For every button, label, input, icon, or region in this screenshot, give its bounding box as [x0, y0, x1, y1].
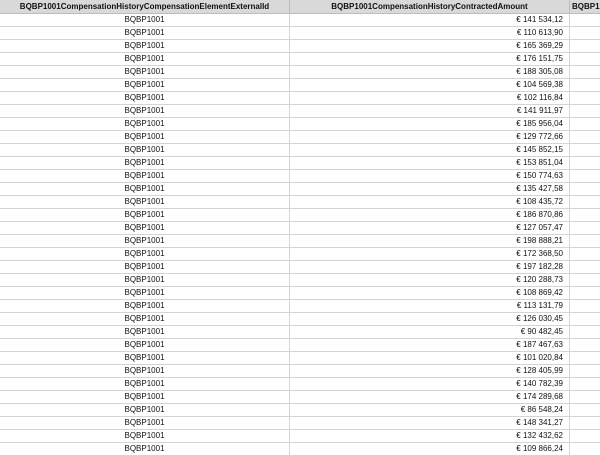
cell-contracted-amount[interactable]: € 150 774,63 — [290, 170, 570, 182]
table-row — [0, 261, 600, 274]
cell-contracted-amount[interactable]: € 148 341,27 — [290, 417, 570, 429]
table-row — [0, 274, 600, 287]
cell-element-external-id[interactable]: BQBP1001 — [0, 274, 290, 286]
cell-truncated-column[interactable] — [570, 339, 600, 351]
cell-truncated-column[interactable] — [570, 144, 600, 156]
cell-element-external-id[interactable]: BQBP1001 — [0, 235, 290, 247]
cell-element-external-id[interactable]: BQBP1001 — [0, 287, 290, 299]
cell-contracted-amount[interactable]: € 188 305,08 — [290, 66, 570, 78]
cell-truncated-column[interactable] — [570, 443, 600, 455]
table-row — [0, 326, 600, 339]
column-header-contracted-amount[interactable]: BQBP1001CompensationHistoryContractedAmount — [290, 0, 570, 13]
cell-element-external-id[interactable]: BQBP1001 — [0, 443, 290, 455]
cell-truncated-column[interactable] — [570, 40, 600, 52]
cell-contracted-amount[interactable]: € 110 613,90 — [290, 27, 570, 39]
cell-truncated-column[interactable] — [570, 313, 600, 325]
cell-element-external-id[interactable]: BQBP1001 — [0, 79, 290, 91]
cell-contracted-amount[interactable]: € 109 866,24 — [290, 443, 570, 455]
cell-contracted-amount[interactable]: € 135 427,58 — [290, 183, 570, 195]
cell-truncated-column[interactable] — [570, 105, 600, 117]
cell-contracted-amount[interactable]: € 86 548,24 — [290, 404, 570, 416]
cell-contracted-amount[interactable]: € 128 405,99 — [290, 365, 570, 377]
cell-contracted-amount[interactable]: € 102 116,84 — [290, 92, 570, 104]
cell-truncated-column[interactable] — [570, 170, 600, 182]
column-header-element-external-id[interactable]: BQBP1001CompensationHistoryCompensationElementExternalId — [0, 0, 290, 13]
cell-contracted-amount[interactable]: € 198 888,21 — [290, 235, 570, 247]
table-row — [0, 404, 600, 417]
cell-element-external-id[interactable]: BQBP1001 — [0, 131, 290, 143]
cell-contracted-amount[interactable]: € 185 956,04 — [290, 118, 570, 130]
cell-element-external-id[interactable]: BQBP1001 — [0, 183, 290, 195]
table-row — [0, 365, 600, 378]
cell-element-external-id[interactable]: BQBP1001 — [0, 430, 290, 442]
cell-truncated-column[interactable] — [570, 27, 600, 39]
table-row — [0, 417, 600, 430]
cell-contracted-amount[interactable]: € 140 782,39 — [290, 378, 570, 390]
cell-truncated-column[interactable] — [570, 66, 600, 78]
table-row — [0, 40, 600, 53]
table-row — [0, 235, 600, 248]
table-row — [0, 105, 600, 118]
cell-truncated-column[interactable] — [570, 79, 600, 91]
cell-element-external-id[interactable]: BQBP1001 — [0, 118, 290, 130]
cell-truncated-column[interactable] — [570, 287, 600, 299]
cell-truncated-column[interactable] — [570, 131, 600, 143]
cell-element-external-id[interactable]: BQBP1001 — [0, 170, 290, 182]
cell-contracted-amount[interactable]: € 132 432,62 — [290, 430, 570, 442]
cell-truncated-column[interactable] — [570, 14, 600, 26]
cell-truncated-column[interactable] — [570, 352, 600, 364]
cell-element-external-id[interactable]: BQBP1001 — [0, 352, 290, 364]
cell-element-external-id[interactable]: BQBP1001 — [0, 261, 290, 273]
cell-contracted-amount[interactable]: € 126 030,45 — [290, 313, 570, 325]
cell-contracted-amount[interactable]: € 197 182,28 — [290, 261, 570, 273]
cell-truncated-column[interactable] — [570, 417, 600, 429]
header-row — [0, 0, 600, 14]
cell-element-external-id[interactable]: BQBP1001 — [0, 313, 290, 325]
cell-element-external-id[interactable]: BQBP1001 — [0, 196, 290, 208]
cell-contracted-amount[interactable]: € 186 870,86 — [290, 209, 570, 221]
cell-truncated-column[interactable] — [570, 118, 600, 130]
cell-contracted-amount[interactable]: € 174 289,68 — [290, 391, 570, 403]
cell-element-external-id[interactable]: BQBP1001 — [0, 209, 290, 221]
table-row — [0, 157, 600, 170]
cell-element-external-id[interactable]: BQBP1001 — [0, 14, 290, 26]
cell-truncated-column[interactable] — [570, 222, 600, 234]
cell-element-external-id[interactable]: BQBP1001 — [0, 248, 290, 260]
column-header-truncated[interactable]: BQBP1 — [572, 2, 600, 11]
cell-contracted-amount[interactable]: € 129 772,66 — [290, 131, 570, 143]
cell-contracted-amount[interactable]: € 101 020,84 — [290, 352, 570, 364]
cell-contracted-amount[interactable]: € 153 851,04 — [290, 157, 570, 169]
cell-element-external-id[interactable]: BQBP1001 — [0, 378, 290, 390]
cell-truncated-column[interactable] — [570, 209, 600, 221]
cell-element-external-id[interactable]: BQBP1001 — [0, 365, 290, 377]
table-row — [0, 14, 600, 27]
cell-truncated-column[interactable] — [570, 391, 600, 403]
cell-contracted-amount[interactable]: € 108 869,42 — [290, 287, 570, 299]
cell-truncated-column[interactable] — [570, 261, 600, 273]
cell-contracted-amount[interactable]: € 165 369,29 — [290, 40, 570, 52]
table-row — [0, 196, 600, 209]
table-row — [0, 287, 600, 300]
table-row — [0, 443, 600, 456]
cell-contracted-amount[interactable]: € 187 467,63 — [290, 339, 570, 351]
cell-element-external-id[interactable]: BQBP1001 — [0, 339, 290, 351]
cell-truncated-column[interactable] — [570, 326, 600, 338]
table-row — [0, 183, 600, 196]
cell-truncated-column[interactable] — [570, 248, 600, 260]
cell-truncated-column[interactable] — [570, 92, 600, 104]
cell-truncated-column[interactable] — [570, 378, 600, 390]
cell-truncated-column[interactable] — [570, 196, 600, 208]
cell-contracted-amount[interactable]: € 127 057,47 — [290, 222, 570, 234]
cell-contracted-amount[interactable]: € 108 435,72 — [290, 196, 570, 208]
cell-contracted-amount[interactable]: € 120 288,73 — [290, 274, 570, 286]
table-row — [0, 209, 600, 222]
cell-element-external-id[interactable]: BQBP1001 — [0, 326, 290, 338]
cell-element-external-id[interactable]: BQBP1001 — [0, 144, 290, 156]
table-row — [0, 391, 600, 404]
table-row — [0, 118, 600, 131]
table-row — [0, 53, 600, 66]
cell-truncated-column[interactable] — [570, 157, 600, 169]
cell-element-external-id[interactable]: BQBP1001 — [0, 404, 290, 416]
table-row — [0, 131, 600, 144]
cell-contracted-amount[interactable]: € 141 911,97 — [290, 105, 570, 117]
cell-element-external-id[interactable]: BQBP1001 — [0, 53, 290, 65]
table-body — [0, 14, 600, 456]
table-row — [0, 79, 600, 92]
cell-element-external-id[interactable]: BQBP1001 — [0, 27, 290, 39]
cell-contracted-amount[interactable]: € 176 151,75 — [290, 53, 570, 65]
table-row — [0, 92, 600, 105]
cell-truncated-column[interactable] — [570, 53, 600, 65]
table-row — [0, 66, 600, 79]
cell-contracted-amount[interactable]: € 172 368,50 — [290, 248, 570, 260]
table-row — [0, 352, 600, 365]
cell-contracted-amount[interactable]: € 141 534,12 — [290, 14, 570, 26]
cell-element-external-id[interactable]: BQBP1001 — [0, 66, 290, 78]
cell-truncated-column[interactable] — [570, 404, 600, 416]
cell-element-external-id[interactable]: BQBP1001 — [0, 222, 290, 234]
cell-contracted-amount[interactable]: € 104 569,38 — [290, 79, 570, 91]
cell-element-external-id[interactable]: BQBP1001 — [0, 40, 290, 52]
table-row — [0, 248, 600, 261]
table-row — [0, 222, 600, 235]
table-row — [0, 144, 600, 157]
cell-contracted-amount[interactable]: € 113 131,79 — [290, 300, 570, 312]
cell-truncated-column[interactable] — [570, 365, 600, 377]
cell-element-external-id[interactable]: BQBP1001 — [0, 105, 290, 117]
table-row — [0, 378, 600, 391]
cell-element-external-id[interactable]: BQBP1001 — [0, 157, 290, 169]
cell-contracted-amount[interactable]: € 145 852,15 — [290, 144, 570, 156]
cell-contracted-amount[interactable]: € 90 482,45 — [290, 326, 570, 338]
cell-element-external-id[interactable]: BQBP1001 — [0, 417, 290, 429]
cell-truncated-column[interactable] — [570, 274, 600, 286]
table-row — [0, 27, 600, 40]
cell-truncated-column[interactable] — [570, 300, 600, 312]
cell-truncated-column[interactable] — [570, 183, 600, 195]
table-row — [0, 430, 600, 443]
cell-truncated-column[interactable] — [570, 430, 600, 442]
table-row — [0, 313, 600, 326]
cell-element-external-id[interactable]: BQBP1001 — [0, 300, 290, 312]
table-row — [0, 170, 600, 183]
cell-element-external-id[interactable]: BQBP1001 — [0, 92, 290, 104]
table-row — [0, 339, 600, 352]
table-row — [0, 300, 600, 313]
cell-truncated-column[interactable] — [570, 235, 600, 247]
cell-element-external-id[interactable]: BQBP1001 — [0, 391, 290, 403]
